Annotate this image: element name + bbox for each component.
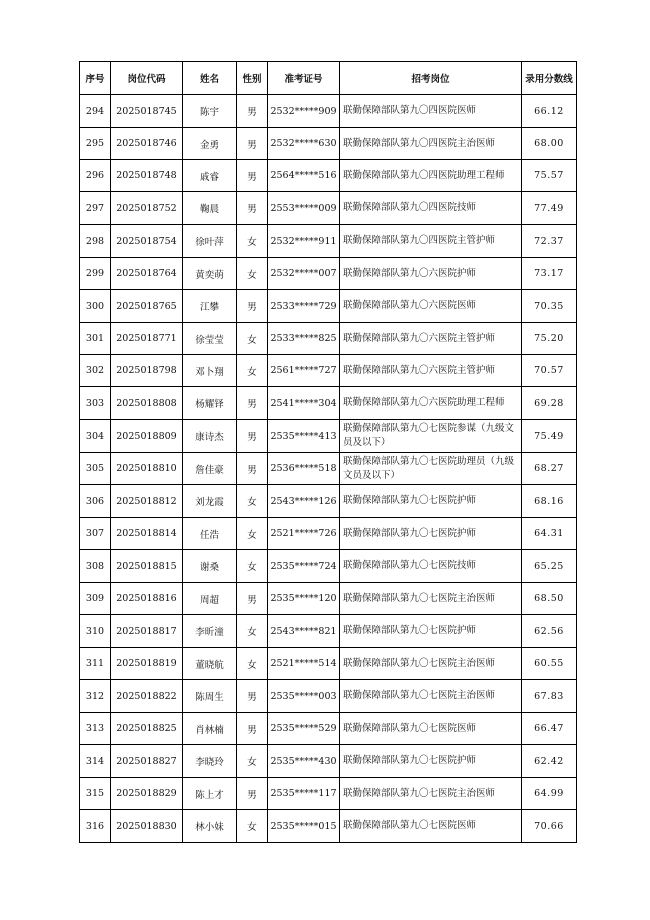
gender-cell: 女 xyxy=(237,323,268,355)
exam-id-cell: 2553*****009 xyxy=(268,192,340,225)
table-row xyxy=(80,550,577,583)
name-cell: 杨耀铎 xyxy=(183,387,237,420)
name-cell: 任浩 xyxy=(183,518,237,550)
table-row xyxy=(80,518,577,550)
score-cell: 65.25 xyxy=(522,550,577,583)
name-cell: 江攀 xyxy=(183,290,237,323)
exam-id-cell: 2564*****516 xyxy=(268,160,340,192)
header-score-line: 录用分数线 xyxy=(522,62,577,95)
position-cell: 联勤保障部队第九〇七医院助理员（九级文员及以下） xyxy=(340,453,522,485)
score-cell: 66.12 xyxy=(522,95,577,128)
name-cell: 康诗杰 xyxy=(183,420,237,453)
seq-cell: 294 xyxy=(80,95,111,128)
gender-cell: 男 xyxy=(237,192,268,225)
score-cell: 72.37 xyxy=(522,225,577,258)
position-cell: 联勤保障部队第九〇七医院护师 xyxy=(340,745,522,778)
post-code-cell: 2025018817 xyxy=(111,615,183,648)
gender-cell: 男 xyxy=(237,680,268,713)
post-code-cell: 2025018830 xyxy=(111,810,183,843)
gender-cell: 男 xyxy=(237,778,268,810)
position-cell: 联勤保障部队第九〇四医院技师 xyxy=(340,192,522,225)
score-cell: 70.57 xyxy=(522,355,577,387)
score-cell: 70.35 xyxy=(522,290,577,323)
gender-cell: 女 xyxy=(237,225,268,258)
score-cell: 69.28 xyxy=(522,387,577,420)
position-cell: 联勤保障部队第九〇七医院主治医师 xyxy=(340,680,522,713)
seq-cell: 314 xyxy=(80,745,111,778)
exam-id-cell: 2535*****117 xyxy=(268,778,340,810)
header-exam-id: 准考证号 xyxy=(268,62,340,95)
name-cell: 鞠晨 xyxy=(183,192,237,225)
table-row xyxy=(80,128,577,160)
gender-cell: 男 xyxy=(237,160,268,192)
gender-cell: 女 xyxy=(237,615,268,648)
name-cell: 金勇 xyxy=(183,128,237,160)
exam-id-cell: 2533*****825 xyxy=(268,323,340,355)
exam-id-cell: 2543*****126 xyxy=(268,485,340,518)
table-row xyxy=(80,648,577,680)
post-code-cell: 2025018825 xyxy=(111,713,183,745)
exam-id-cell: 2532*****007 xyxy=(268,258,340,290)
name-cell: 李晓玲 xyxy=(183,745,237,778)
seq-cell: 309 xyxy=(80,583,111,615)
score-cell: 70.66 xyxy=(522,810,577,843)
exam-id-cell: 2561*****727 xyxy=(268,355,340,387)
seq-cell: 299 xyxy=(80,258,111,290)
name-cell: 陈上才 xyxy=(183,778,237,810)
post-code-cell: 2025018746 xyxy=(111,128,183,160)
seq-cell: 296 xyxy=(80,160,111,192)
seq-cell: 315 xyxy=(80,778,111,810)
name-cell: 黄奕萌 xyxy=(183,258,237,290)
position-cell: 联勤保障部队第九〇七医院医师 xyxy=(340,713,522,745)
post-code-cell: 2025018798 xyxy=(111,355,183,387)
score-cell: 68.50 xyxy=(522,583,577,615)
gender-cell: 女 xyxy=(237,550,268,583)
seq-cell: 308 xyxy=(80,550,111,583)
score-cell: 64.31 xyxy=(522,518,577,550)
post-code-cell: 2025018771 xyxy=(111,323,183,355)
table-row xyxy=(80,453,577,485)
header-name: 姓名 xyxy=(183,62,237,95)
name-cell: 谢桑 xyxy=(183,550,237,583)
post-code-cell: 2025018752 xyxy=(111,192,183,225)
score-cell: 75.49 xyxy=(522,420,577,453)
name-cell: 肖林楠 xyxy=(183,713,237,745)
gender-cell: 男 xyxy=(237,453,268,485)
gender-cell: 男 xyxy=(237,95,268,128)
post-code-cell: 2025018754 xyxy=(111,225,183,258)
header-gender: 性别 xyxy=(237,62,268,95)
seq-cell: 303 xyxy=(80,387,111,420)
position-cell: 联勤保障部队第九〇六医院主管护师 xyxy=(340,323,522,355)
position-cell: 联勤保障部队第九〇六医院护师 xyxy=(340,258,522,290)
table-row xyxy=(80,745,577,778)
position-cell: 联勤保障部队第九〇七医院护师 xyxy=(340,485,522,518)
exam-id-cell: 2535*****120 xyxy=(268,583,340,615)
table-row xyxy=(80,290,577,323)
score-cell: 67.83 xyxy=(522,680,577,713)
position-cell: 联勤保障部队第九〇七医院主治医师 xyxy=(340,778,522,810)
score-cell: 66.47 xyxy=(522,713,577,745)
table-row xyxy=(80,355,577,387)
post-code-cell: 2025018816 xyxy=(111,583,183,615)
exam-id-cell: 2536*****518 xyxy=(268,453,340,485)
score-cell: 75.57 xyxy=(522,160,577,192)
table-row xyxy=(80,420,577,453)
post-code-cell: 2025018809 xyxy=(111,420,183,453)
gender-cell: 女 xyxy=(237,745,268,778)
position-cell: 联勤保障部队第九〇四医院医师 xyxy=(340,95,522,128)
post-code-cell: 2025018765 xyxy=(111,290,183,323)
score-cell: 68.27 xyxy=(522,453,577,485)
exam-id-cell: 2532*****911 xyxy=(268,225,340,258)
seq-cell: 313 xyxy=(80,713,111,745)
position-cell: 联勤保障部队第九〇六医院医师 xyxy=(340,290,522,323)
table-row xyxy=(80,323,577,355)
name-cell: 董晓航 xyxy=(183,648,237,680)
admission-score-table xyxy=(79,61,577,843)
score-cell: 62.42 xyxy=(522,745,577,778)
post-code-cell: 2025018822 xyxy=(111,680,183,713)
seq-cell: 300 xyxy=(80,290,111,323)
table-row xyxy=(80,810,577,843)
gender-cell: 女 xyxy=(237,648,268,680)
table-row xyxy=(80,160,577,192)
header-post-code: 岗位代码 xyxy=(111,62,183,95)
header-position: 招考岗位 xyxy=(340,62,522,95)
post-code-cell: 2025018814 xyxy=(111,518,183,550)
seq-cell: 304 xyxy=(80,420,111,453)
score-cell: 75.20 xyxy=(522,323,577,355)
exam-id-cell: 2535*****529 xyxy=(268,713,340,745)
seq-cell: 295 xyxy=(80,128,111,160)
score-cell: 77.49 xyxy=(522,192,577,225)
seq-cell: 312 xyxy=(80,680,111,713)
post-code-cell: 2025018815 xyxy=(111,550,183,583)
table-row xyxy=(80,713,577,745)
exam-id-cell: 2535*****413 xyxy=(268,420,340,453)
position-cell: 联勤保障部队第九〇七医院主治医师 xyxy=(340,583,522,615)
position-cell: 联勤保障部队第九〇七医院医师 xyxy=(340,810,522,843)
seq-cell: 307 xyxy=(80,518,111,550)
gender-cell: 男 xyxy=(237,387,268,420)
gender-cell: 女 xyxy=(237,355,268,387)
position-cell: 联勤保障部队第九〇四医院主治医师 xyxy=(340,128,522,160)
gender-cell: 男 xyxy=(237,713,268,745)
name-cell: 林小妹 xyxy=(183,810,237,843)
seq-cell: 297 xyxy=(80,192,111,225)
table-body xyxy=(80,95,577,843)
score-cell: 64.99 xyxy=(522,778,577,810)
position-cell: 联勤保障部队第九〇六医院助理工程师 xyxy=(340,387,522,420)
table-row xyxy=(80,485,577,518)
position-cell: 联勤保障部队第九〇七医院参谋（九级文员及以下） xyxy=(340,420,522,453)
exam-id-cell: 2541*****304 xyxy=(268,387,340,420)
table-row xyxy=(80,258,577,290)
position-cell: 联勤保障部队第九〇七医院主治医师 xyxy=(340,648,522,680)
post-code-cell: 2025018748 xyxy=(111,160,183,192)
gender-cell: 女 xyxy=(237,810,268,843)
seq-cell: 301 xyxy=(80,323,111,355)
exam-id-cell: 2533*****729 xyxy=(268,290,340,323)
post-code-cell: 2025018819 xyxy=(111,648,183,680)
table-row xyxy=(80,95,577,128)
score-cell: 60.55 xyxy=(522,648,577,680)
table-row xyxy=(80,583,577,615)
name-cell: 刘龙霞 xyxy=(183,485,237,518)
name-cell: 李昕潼 xyxy=(183,615,237,648)
exam-id-cell: 2543*****821 xyxy=(268,615,340,648)
gender-cell: 女 xyxy=(237,258,268,290)
gender-cell: 男 xyxy=(237,128,268,160)
seq-cell: 316 xyxy=(80,810,111,843)
position-cell: 联勤保障部队第九〇四医院助理工程师 xyxy=(340,160,522,192)
post-code-cell: 2025018808 xyxy=(111,387,183,420)
position-cell: 联勤保障部队第九〇七医院护师 xyxy=(340,518,522,550)
name-cell: 陈周生 xyxy=(183,680,237,713)
exam-id-cell: 2532*****909 xyxy=(268,95,340,128)
table-row xyxy=(80,225,577,258)
table-row xyxy=(80,192,577,225)
position-cell: 联勤保障部队第九〇七医院护师 xyxy=(340,615,522,648)
position-cell: 联勤保障部队第九〇四医院主管护师 xyxy=(340,225,522,258)
name-cell: 徐叶萍 xyxy=(183,225,237,258)
table-row xyxy=(80,387,577,420)
position-cell: 联勤保障部队第九〇六医院主管护师 xyxy=(340,355,522,387)
seq-cell: 310 xyxy=(80,615,111,648)
exam-id-cell: 2521*****514 xyxy=(268,648,340,680)
seq-cell: 305 xyxy=(80,453,111,485)
name-cell: 周超 xyxy=(183,583,237,615)
exam-id-cell: 2535*****003 xyxy=(268,680,340,713)
name-cell: 邓卜翔 xyxy=(183,355,237,387)
name-cell: 陈宇 xyxy=(183,95,237,128)
post-code-cell: 2025018812 xyxy=(111,485,183,518)
header-seq: 序号 xyxy=(80,62,111,95)
position-cell: 联勤保障部队第九〇七医院技师 xyxy=(340,550,522,583)
exam-id-cell: 2532*****630 xyxy=(268,128,340,160)
gender-cell: 女 xyxy=(237,518,268,550)
post-code-cell: 2025018827 xyxy=(111,745,183,778)
post-code-cell: 2025018745 xyxy=(111,95,183,128)
score-cell: 68.00 xyxy=(522,128,577,160)
exam-id-cell: 2535*****015 xyxy=(268,810,340,843)
name-cell: 詹佳豪 xyxy=(183,453,237,485)
gender-cell: 男 xyxy=(237,583,268,615)
gender-cell: 女 xyxy=(237,485,268,518)
score-cell: 73.17 xyxy=(522,258,577,290)
name-cell: 徐莹莹 xyxy=(183,323,237,355)
table-row xyxy=(80,615,577,648)
post-code-cell: 2025018829 xyxy=(111,778,183,810)
table-row xyxy=(80,778,577,810)
gender-cell: 男 xyxy=(237,420,268,453)
exam-id-cell: 2535*****430 xyxy=(268,745,340,778)
post-code-cell: 2025018764 xyxy=(111,258,183,290)
table-row xyxy=(80,680,577,713)
seq-cell: 302 xyxy=(80,355,111,387)
table-header-row xyxy=(80,62,577,95)
name-cell: 戚睿 xyxy=(183,160,237,192)
seq-cell: 311 xyxy=(80,648,111,680)
exam-id-cell: 2535*****724 xyxy=(268,550,340,583)
score-cell: 62.56 xyxy=(522,615,577,648)
post-code-cell: 2025018810 xyxy=(111,453,183,485)
gender-cell: 男 xyxy=(237,290,268,323)
exam-id-cell: 2521*****726 xyxy=(268,518,340,550)
seq-cell: 298 xyxy=(80,225,111,258)
score-cell: 68.16 xyxy=(522,485,577,518)
seq-cell: 306 xyxy=(80,485,111,518)
